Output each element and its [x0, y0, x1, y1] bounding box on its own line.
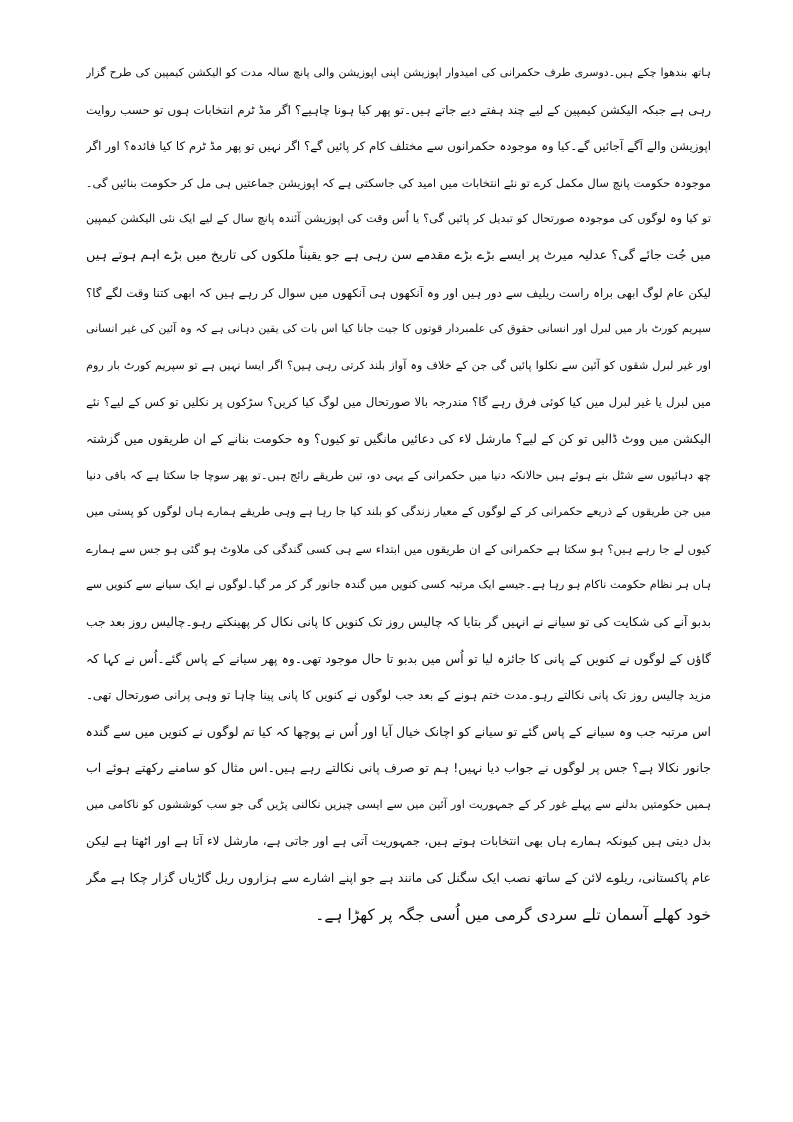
text-line: میں لبرل یا غیر لبرل میں کیا کوئی فرق رہے گا؟ مندرجہ بالا صورتحال میں لوگ کیا کریں؟ سڑکوں پر نکلیں تو کس کے لیے؟ نئے — [86, 395, 711, 410]
text-line: سپریم کورٹ بار میں لبرل اور انسانی حقوق کی علمبردار قوتوں کا جیت جانا کیا اس بات کی یقین دہانی ہے کہ وہ آئین کی غیر انسانی — [86, 322, 711, 336]
text-line: الیکشن میں ووٹ ڈالیں تو کن کے لیے؟ مارشل لاء کی دعائیں مانگیں تو کیوں؟ وہ حکومت بنانے کے ان طریقوں میں گزشتہ — [86, 431, 711, 446]
text-line: اور غیر لبرل شقوں کو آئین سے نکلوا پائیں گی جن کے خلاف وہ آواز بلند کرتی رہی ہیں؟ اگر ایسا نہیں ہے تو سپریم کورٹ بار روم — [86, 358, 711, 372]
text-line: اپوزیشن والے آگے آجائیں گے۔کیا وہ موجودہ حکمرانوں سے مختلف کام کر پائیں گے؟ اگر نہیں تو پھر مڈ ٹرم کا کیا فائدہ؟ اور اگر — [86, 139, 711, 154]
text-line: مزید چالیس روز تک پانی نکالتے رہو۔مدت ختم ہونے کے بعد جب لوگوں نے کنویں کا پانی پینا چاہا تو وہی پرانی صورتحال تھی۔ — [86, 688, 711, 703]
text-line: ہاں ہر نظام حکومت ناکام ہو رہا ہے۔جیسے ایک مرتبہ کسی کنویں میں گندہ جانور گر کر مر گیا۔لوگوں نے ایک سیانے سے کنویں سے — [86, 578, 711, 592]
text-line: بدل دیتی ہیں کیونکہ ہمارے ہاں بھی انتخابات ہوتے ہیں، جمہوریت آتی ہے اور جاتی ہے، مارشل لاء آتا ہے اور اٹھتا ہے لیکن — [86, 834, 711, 849]
text-line: جانور نکالا ہے؟ جس پر لوگوں نے جواب دیا نہیں! ہم تو صرف پانی نکالتے رہے ہیں۔اس مثال کو سامنے رکھتے ہوئے اب — [86, 760, 711, 776]
text-line: میں جن طریقوں کے ذریعے حکمرانی کر کے لوگوں کے معیار زندگی کو بلند کیا جا رہا ہے وہی طریقے ہمارے ہاں لوگوں کو پستی میں — [86, 505, 711, 519]
text-line: ہاتھ بندھوا چکے ہیں۔دوسری طرف حکمرانی کی امیدوار اپوزیشن اپنی اپوزیشن والی پانچ سالہ مدت کو الیکشن کیمپین کی طرح گزار — [86, 66, 711, 79]
article-body — [86, 55, 711, 933]
text-line: بدبو آنے کی شکایت کی تو سیانے نے انہیں گر بتایا کہ چالیس روز تک کنویں کا پانی نکال کر پھینکتے رہو۔چالیس روز بعد جب — [86, 614, 711, 629]
text-line: اس مرتبہ جب وہ سیانے کے پاس گئے تو سیانے کو اچانک خیال آیا اور اُس نے پوچھا کہ کیا تم لوگوں نے کنویں میں سے گندہ — [86, 723, 711, 739]
text-line: موجودہ حکومت پانچ سال مکمل کرے تو نئے انتخابات میں امید کی جاسکتی ہے کہ اپوزیشن جماعتیں ہی مل کر حکومت بنائیں گی۔ — [86, 175, 711, 190]
text-line-last: خود کھلے آسمان تلے سردی گرمی میں اُسی جگہ پر کھڑا ہے۔ — [315, 905, 711, 924]
text-line: تو کیا وہ لوگوں کی موجودہ صورتحال کو تبدیل کر پائیں گی؟ یا اُس وقت کی اپوزیشن آئندہ پانچ سال کے لیے ایک نئی الیکشن کیمپین — [86, 212, 711, 226]
text-line: میں جُت جائے گی؟ عدلیہ میرٹ پر ایسے بڑے بڑے مقدمے سن رہی ہے جو یقیناً ملکوں کی تاریخ میں بڑے اہم ہوتے ہیں — [86, 247, 711, 263]
text-line: گاؤں کے لوگوں نے کنویں کے پانی کا جائزہ لیا تو اُس میں بدبو تا حال موجود تھی۔وہ پھر سیانے کے پاس گئے۔اُس نے کہا کہ — [86, 651, 711, 666]
text-line: چھ دہائیوں سے شٹل بنے ہوئے ہیں حالانکہ دنیا میں حکمرانی کے یہی دو، تین طریقے رائج ہیں۔تو پھر سوچا جا سکتا ہے کہ باقی دنیا — [86, 468, 711, 482]
text-line: رہی ہے جبکہ الیکشن کیمپین کے لیے چند ہفتے دیے جاتے ہیں۔تو پھر کیا ہونا چاہیے؟ اگر مڈ ٹرم انتخابات ہوں تو حسب روایت — [86, 102, 711, 117]
text-line: کیوں لے جا رہے ہیں؟ ہو سکتا ہے حکمرانی کے ان طریقوں میں ابتداء سے ہی کسی گندگی کی ملاوٹ ہو گئی ہو جس سے ہمارے — [86, 541, 711, 556]
text-line: عام پاکستانی، ریلوے لائن کے ساتھ نصب ایک سگنل کی مانند ہے جو اپنے اشارے سے ہزاروں ریل گاڑیاں گزار چکا ہے مگر — [86, 870, 711, 886]
text-line: ہمیں حکومتیں بدلنے سے پہلے غور کر کے جمہوریت اور آئین میں سے ایسی چیزیں نکالنی پڑیں گی جو سب کوششوں کو ناکامی میں — [86, 797, 711, 811]
text-line: لیکن عام لوگ ابھی براہ راست ریلیف سے دور ہیں اور وہ آنکھوں ہی آنکھوں میں سوال کر رہے ہیں کہ ابھی کتنا وقت لگے گا؟ — [86, 285, 711, 300]
